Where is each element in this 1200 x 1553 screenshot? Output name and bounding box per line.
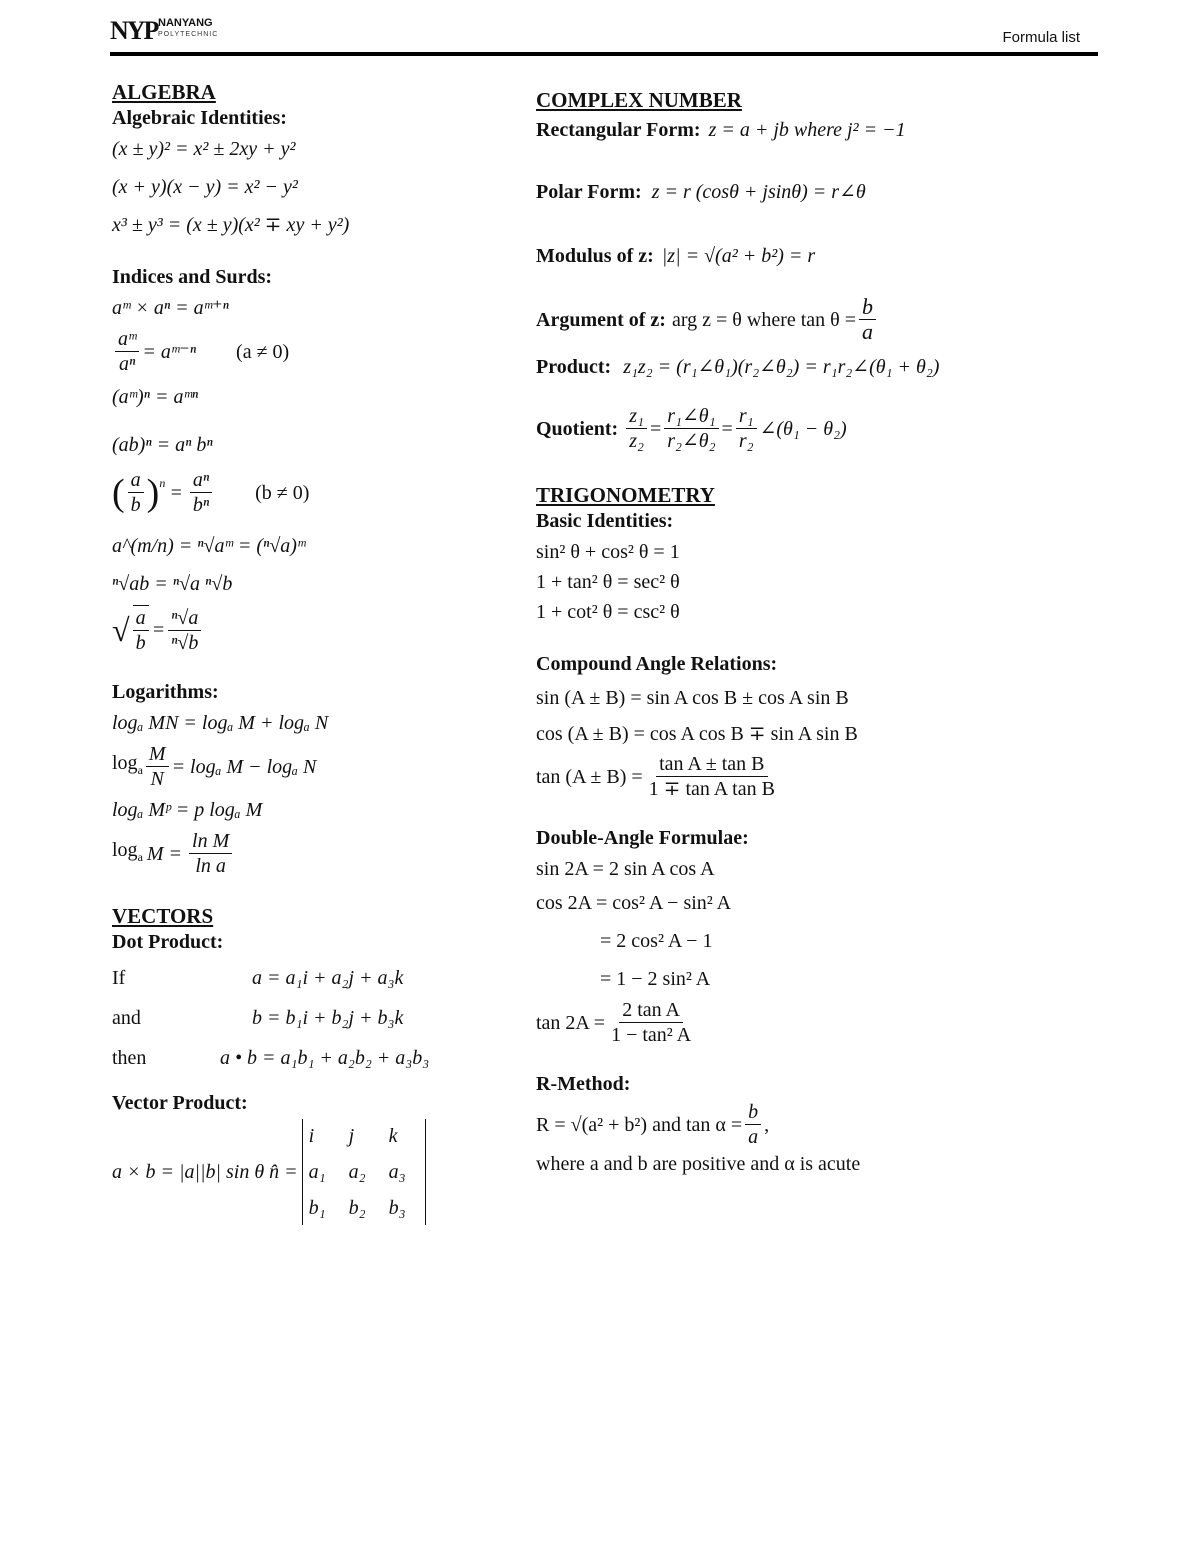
formula-text: z = a + jb where j² = −1 <box>708 119 906 141</box>
index-law-6: a^(m/n) = ⁿ√aᵐ = (ⁿ√a)ᵐ <box>112 535 306 557</box>
matrix-cell: k <box>388 1125 398 1147</box>
argument <box>536 295 1096 344</box>
formula-label: Modulus of z: <box>536 245 654 267</box>
identity-2: (x + y)(x − y) = x² − y² <box>112 176 298 198</box>
index-law-3: (aᵐ)ⁿ = aᵐⁿ <box>112 386 199 408</box>
dot-row-then <box>112 1038 522 1078</box>
identity-3: x³ ± y³ = (x ± y)(x² ∓ xy + y²) <box>112 214 350 236</box>
modulus <box>536 241 1096 271</box>
fraction-numerator: tan A ± tan B <box>656 752 767 777</box>
vector-product-heading: Vector Product: <box>112 1092 248 1114</box>
rectangular-form <box>536 115 1096 145</box>
document-title: Formula list <box>1002 29 1080 46</box>
fraction-numerator: a <box>133 606 149 631</box>
algebra-heading: ALGEBRA <box>112 80 216 104</box>
fraction-denominator: a <box>862 319 874 344</box>
index-law-2 <box>112 327 522 376</box>
fraction-denominator: r₂∠θ₂ <box>667 430 716 452</box>
formula-text: , <box>764 1113 770 1136</box>
fraction-denominator: N <box>150 768 164 790</box>
fraction-denominator: a <box>748 1126 759 1148</box>
formula-text: = aᵐ⁻ⁿ <box>142 340 197 363</box>
vectors-heading: VECTORS <box>112 904 214 928</box>
formula-label: Argument of z: <box>536 308 666 331</box>
determinant-matrix <box>302 1119 426 1225</box>
log-law-1: logₐ MN = logₐ M + logₐ N <box>112 712 329 734</box>
vector-product-formula <box>112 1119 522 1225</box>
formula-label: Product: <box>536 356 612 378</box>
formula-label: Rectangular Form: <box>536 119 701 141</box>
matrix-cell: b₁ <box>308 1197 326 1219</box>
left-column <box>112 80 522 1225</box>
product <box>536 352 1096 382</box>
polar-form <box>536 177 1096 207</box>
r-method-heading: R-Method: <box>536 1073 631 1095</box>
matrix-cell: i <box>308 1125 315 1147</box>
logo-mark: NYP <box>110 16 158 45</box>
fraction-numerator: r₁ <box>736 404 757 429</box>
fraction-denominator: ln a <box>195 855 226 877</box>
fraction-numerator: ⁿ√a <box>168 606 201 631</box>
fraction-numerator: 2 tan A <box>619 998 683 1023</box>
dot-row-keyword: If <box>112 967 126 989</box>
dot-row-keyword: then <box>112 1047 147 1069</box>
formula-text: arg z = θ where tan θ = <box>671 308 857 331</box>
algebraic-identities-heading: Algebraic Identities: <box>112 107 287 129</box>
logo-subtext: POLYTECHNIC <box>158 31 219 38</box>
compound-tan <box>536 752 1096 801</box>
dot-row-formula: a • b = a₁b₁ + a₂b₂ + a₃b₃ <box>220 1047 430 1069</box>
dot-row-keyword: and <box>112 1007 141 1029</box>
basic-identities-heading: Basic Identities: <box>536 510 674 532</box>
r-method-formula <box>536 1100 1096 1149</box>
basic-identity-2: 1 + tan² θ = sec² θ <box>536 571 680 593</box>
matrix-cell: j <box>348 1125 355 1147</box>
basic-identity-3: 1 + cot² θ = csc² θ <box>536 601 680 623</box>
formula-text: a × b = |a||b| sin θ n̂ = <box>112 1161 298 1183</box>
r-method-note: where a and b are positive and α is acute <box>536 1153 861 1175</box>
index-law-4: (ab)ⁿ = aⁿ bⁿ <box>112 434 213 456</box>
formula-text: ∠(θ₁ − θ₂) <box>759 417 847 440</box>
fraction-denominator: r₂ <box>738 430 754 452</box>
index-law-7: ⁿ√ab = ⁿ√a ⁿ√b <box>112 573 233 595</box>
double-cos-1: cos 2A = cos² A − sin² A <box>536 892 732 914</box>
indices-heading: Indices and Surds: <box>112 266 273 288</box>
dot-row-if <box>112 958 522 998</box>
formula-text: tan (A ± B) = <box>536 765 643 788</box>
matrix-cell: b₂ <box>348 1197 366 1219</box>
fraction-denominator: bⁿ <box>192 494 210 516</box>
fraction-numerator: b <box>745 1100 761 1125</box>
matrix-cell: a₁ <box>308 1161 326 1183</box>
quotient: Quotient: $\frac{\text{z₁}}{\text{z₂}}$ = $\frac{\text{r₁∠θ₁}}{\text{r₂∠θ₂}}$ = $\frac{\text{r₁}}{\text{r₂}}$ ∠(θ₁ − θ₂) <box>536 405 847 452</box>
basic-identity-1: sin² θ + cos² θ = 1 <box>536 541 680 563</box>
nyp-logo <box>110 16 219 46</box>
fraction-denominator: b <box>130 494 141 516</box>
fraction-denominator: z₂ <box>629 430 644 452</box>
dot-row-and <box>112 998 522 1038</box>
trigonometry-heading: TRIGONOMETRY <box>536 483 715 507</box>
fraction-numerator: r₁∠θ₁ <box>664 404 718 429</box>
dot-row-formula: b = b₁i + b₂j + b₃k <box>252 1007 404 1029</box>
identity-1: (x ± y)² = x² ± 2xy + y² <box>112 138 296 160</box>
dot-row-formula: a = a₁i + a₂j + a₃k <box>252 967 404 989</box>
formula-label: Polar Form: <box>536 181 642 203</box>
formula-text: z₁z₂ = (r₁∠θ₁)(r₂∠θ₂) = r₁r₂∠(θ₁ + θ₂) <box>623 356 940 378</box>
formula-text: R = √(a² + b²) and tan α = <box>536 1113 743 1136</box>
log-law-4: $\log_a$ M = $\frac{\text{ln M}}{\text{ln a}}$ <box>112 829 522 878</box>
compound-sin: sin (A ± B) = sin A cos B ± cos A sin B <box>536 687 849 709</box>
formula-label: Quotient: <box>536 417 619 440</box>
compound-cos: cos (A ± B) = cos A cos B ∓ sin A sin B <box>536 723 858 745</box>
fraction-numerator: a <box>128 468 144 493</box>
index-law-1: aᵐ × aⁿ = aᵐ⁺ⁿ <box>112 297 229 319</box>
dot-product-heading: Dot Product: <box>112 931 224 953</box>
double-sin: sin 2A = 2 sin A cos A <box>536 858 715 880</box>
right-column <box>536 88 1096 1179</box>
compound-angle-heading: Compound Angle Relations: <box>536 653 778 675</box>
formula-text: |z| = √(a² + b²) = r <box>661 245 816 267</box>
index-law-5: ( $\frac{a}{b}$ ) $^n$ = $\frac{\text{aⁿ}}{\text{bⁿ}}$ (b ≠ 0) <box>112 469 310 516</box>
log-law-3: logₐ Mᵖ = p logₐ M <box>112 799 263 821</box>
matrix-cell: b₃ <box>388 1197 406 1219</box>
fraction-denominator: ⁿ√b <box>171 631 199 654</box>
double-tan <box>536 998 1096 1047</box>
fraction-numerator: ln M <box>189 829 232 854</box>
fraction-numerator: aᵐ <box>115 327 139 352</box>
matrix-cell: a₃ <box>388 1161 406 1183</box>
complex-number-heading: COMPLEX NUMBER <box>536 88 742 112</box>
double-angle-heading: Double-Angle Formulae: <box>536 827 749 849</box>
matrix-cell: a₂ <box>348 1161 366 1183</box>
page-header <box>110 16 1098 56</box>
condition-text: (a ≠ 0) <box>236 340 290 363</box>
exponent: n <box>159 476 166 490</box>
condition-text: (b ≠ 0) <box>255 481 310 504</box>
index-law-8: √ $\frac{a}{b}$ = $\frac{\text{ⁿ√a}}{\text{ⁿ√b}}$ <box>112 605 522 655</box>
formula-text: z = r (cosθ + jsinθ) = r∠θ <box>651 181 866 203</box>
logarithms-heading: Logarithms: <box>112 681 219 703</box>
fraction-numerator: z₁ <box>626 404 647 429</box>
fraction-numerator: b <box>859 295 876 320</box>
fraction-numerator: M <box>146 742 169 767</box>
fraction-denominator: 1 ∓ tan A tan B <box>648 778 775 800</box>
fraction-denominator: aⁿ <box>119 353 136 375</box>
fraction-denominator: b <box>135 632 146 654</box>
double-cos-2: = 2 cos² A − 1 <box>600 930 713 952</box>
log-law-2: $\log_a$ $\frac{M}{N}$ = logₐ M − logₐ N <box>112 743 317 790</box>
formula-text: = logₐ M − logₐ N <box>171 755 317 778</box>
logo-text: NANYANG <box>158 17 213 29</box>
formula-text: tan 2A = <box>536 1011 606 1034</box>
double-cos-3: = 1 − 2 sin² A <box>600 968 711 990</box>
fraction-denominator: 1 − tan² A <box>611 1024 692 1046</box>
fraction-numerator: aⁿ <box>190 468 212 493</box>
